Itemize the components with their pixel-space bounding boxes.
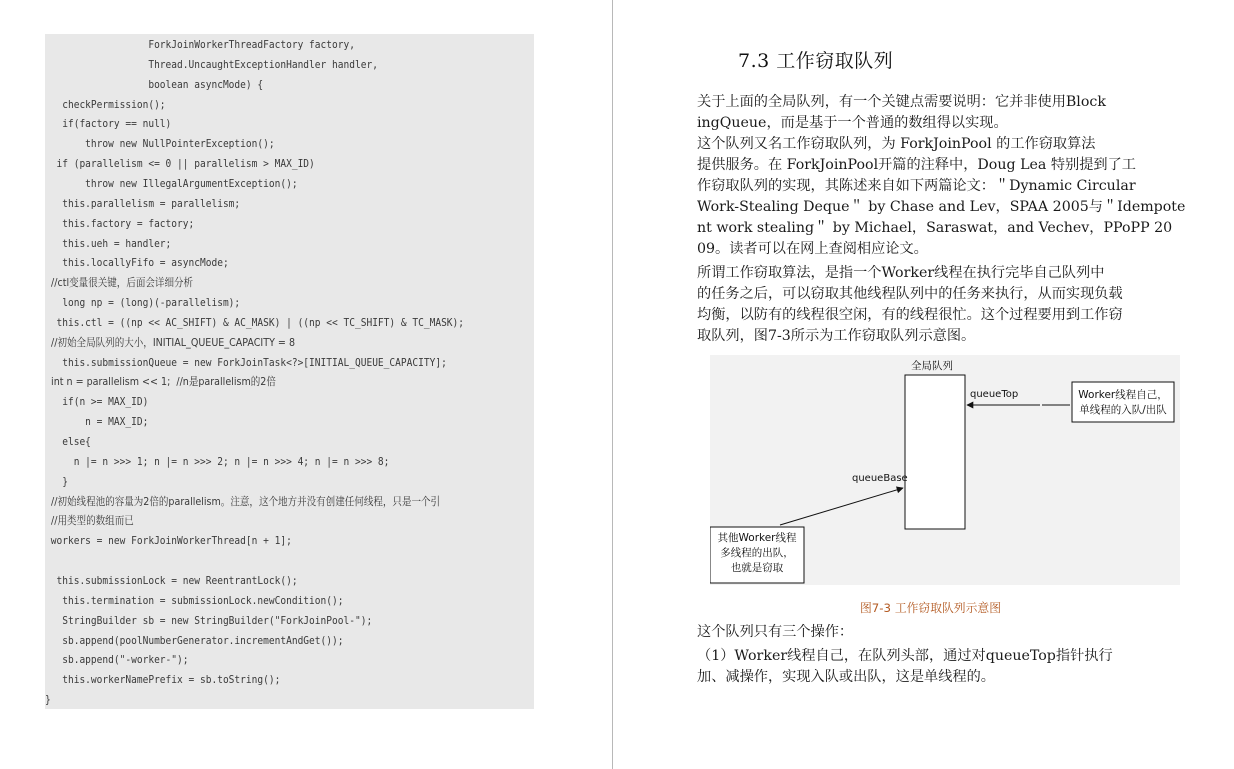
code-line: this.factory = factory; bbox=[45, 217, 195, 230]
code-line: if(n >= MAX_ID) bbox=[45, 396, 149, 409]
figure-work-stealing-queue bbox=[710, 355, 1180, 585]
code-line: this.parallelism = parallelism; bbox=[45, 197, 241, 210]
figure-diagram bbox=[710, 355, 1180, 585]
code-listing bbox=[45, 34, 534, 709]
paragraph-line: 09。读者可以在网上查阅相应论文。 bbox=[697, 241, 928, 257]
paragraph-line: ingQueue，而是基于一个普通的数组得以实现。 bbox=[697, 115, 1008, 131]
code-line: //用类型的数组而已 bbox=[45, 515, 134, 528]
code-line: this.ctl = ((np << AC_SHIFT) & AC_MASK) | ((np << TC_SHIFT) & TC_MASK); bbox=[45, 316, 465, 329]
other-workers-line1: 其他Worker线程 bbox=[717, 532, 797, 544]
section-title: 7.3 工作窃取队列 bbox=[738, 50, 894, 72]
code-line: throw new NullPointerException(); bbox=[45, 138, 275, 151]
code-line: else{ bbox=[45, 436, 91, 448]
paragraph-line: Work-Stealing Deque＂ by Chase and Lev，SPAA 2005与＂Idempote bbox=[697, 199, 1186, 215]
code-line: ForkJoinWorkerThreadFactory factory, bbox=[45, 39, 355, 51]
code-line: throw new IllegalArgumentException(); bbox=[45, 177, 298, 190]
queue-top-label: queueTop bbox=[970, 389, 1019, 400]
other-workers-line3: 也就是窃取 bbox=[730, 562, 784, 574]
queue-base-label: queueBase bbox=[852, 473, 908, 484]
worker-self-line1: Worker线程自己， bbox=[1078, 389, 1168, 401]
paragraph-line: 均衡，以防有的线程很空闲，有的线程很忙。这个过程要用到工作窃 bbox=[697, 307, 1123, 323]
queue-label: 全局队列 bbox=[911, 360, 953, 372]
code-line: int n = parallelism << 1; //n是parallelism的2倍 bbox=[45, 376, 276, 389]
paragraph-line: 这个队列又名工作窃取队列，为 ForkJoinPool 的工作窃取算法 bbox=[697, 136, 1096, 152]
worker-self-box bbox=[1072, 382, 1174, 422]
code-line: boolean asyncMode) { bbox=[45, 78, 264, 91]
code-line: checkPermission(); bbox=[45, 98, 166, 111]
worker-self-line2: 单线程的入队/出队 bbox=[1079, 404, 1167, 416]
code-line: this.ueh = handler; bbox=[45, 237, 172, 250]
code-line: n |= n >>> 1; n |= n >>> 2; n |= n >>> 4; n |= n >>> 8; bbox=[45, 455, 390, 468]
other-workers-line2: 多线程的出队， bbox=[720, 547, 794, 559]
paragraph-line: 关于上面的全局队列，有一个关键点需要说明：它并非使用Block bbox=[697, 94, 1106, 110]
code-line: this.workerNamePrefix = sb.toString(); bbox=[45, 674, 281, 687]
code-line: n = MAX_ID; bbox=[45, 416, 149, 429]
code-line: } bbox=[45, 694, 51, 707]
code-line: sb.append("-worker-"); bbox=[45, 654, 189, 667]
code-line: //ctl变量很关键，后面会详细分析 bbox=[45, 277, 194, 290]
paragraph-line: 加、减操作，实现入队或出队，这是单线程的。 bbox=[697, 669, 995, 685]
code-line: long np = (long)(-parallelism); bbox=[45, 297, 241, 310]
paragraph-line: 这个队列只有三个操作： bbox=[697, 624, 854, 640]
code-line: //初始全局队列的大小，INITIAL_QUEUE_CAPACITY = 8 bbox=[45, 336, 296, 349]
paragraph-line: （1）Worker线程自己，在队列头部，通过对queueTop指针执行 bbox=[697, 648, 1113, 664]
code-line: this.submissionLock = new ReentrantLock(); bbox=[45, 574, 298, 587]
code-line: Thread.UncaughtExceptionHandler handler, bbox=[45, 58, 378, 71]
paragraph-line: 取队列，图7-3所示为工作窃取队列示意图。 bbox=[697, 328, 976, 344]
code-line: workers = new ForkJoinWorkerThread[n + 1]; bbox=[45, 535, 292, 548]
paragraph-line: nt work stealing＂ by Michael，Saraswat，and Vechev，PPoPP 20 bbox=[697, 220, 1173, 236]
figure-caption: 图7-3 工作窃取队列示意图 bbox=[860, 601, 1001, 615]
code-line: this.submissionQueue = new ForkJoinTask<?>[INITIAL_QUEUE_CAPACITY]; bbox=[45, 356, 447, 369]
paragraph-line: 的任务之后，可以窃取其他线程队列中的任务来执行，从而实现负载 bbox=[697, 286, 1123, 302]
queue-base-pointer bbox=[780, 488, 903, 525]
global-queue-box bbox=[905, 375, 965, 529]
code-line: //初始线程池的容量为2倍的parallelism。注意，这个地方并没有创建任何线程，只是一个引 bbox=[45, 495, 441, 508]
paragraph-line: 作窃取队列的实现，其陈述来自如下两篇论文：＂Dynamic Circular bbox=[697, 178, 1136, 194]
code-line: StringBuilder sb = new StringBuilder("ForkJoinPool-"); bbox=[45, 614, 373, 627]
paragraph-line: 所谓工作窃取算法，是指一个Worker线程在执行完毕自己队列中 bbox=[697, 265, 1105, 281]
code-line: this.locallyFifo = asyncMode; bbox=[45, 257, 229, 270]
code-line: if(factory == null) bbox=[45, 118, 172, 131]
code-line: } bbox=[45, 475, 68, 488]
code-line: sb.append(poolNumberGenerator.incrementAndGet()); bbox=[45, 634, 344, 647]
paragraph-line: 提供服务。在 ForkJoinPool开篇的注释中，Doug Lea 特别提到了工 bbox=[697, 157, 1136, 173]
code-line: if (parallelism <= 0 || parallelism > MAX_ID) bbox=[45, 158, 315, 171]
code-line: this.termination = submissionLock.newCondition(); bbox=[45, 594, 344, 607]
page-divider bbox=[612, 0, 613, 769]
